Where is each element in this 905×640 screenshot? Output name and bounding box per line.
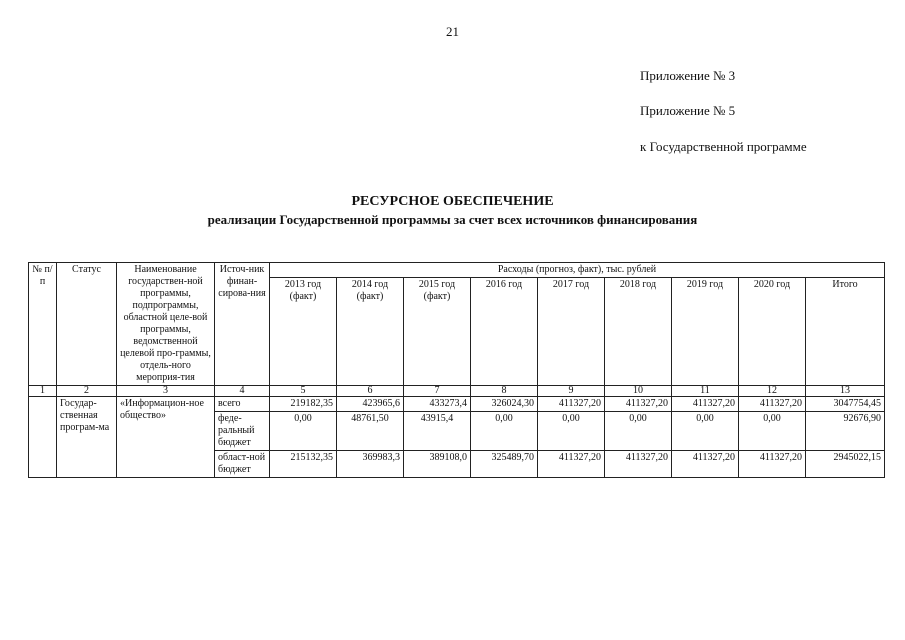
value-cell: 411327,20 bbox=[538, 397, 605, 412]
value-cell: 325489,70 bbox=[471, 451, 538, 478]
row-status: Государ-ственная програм-ма bbox=[57, 397, 117, 478]
page-number: 21 bbox=[446, 24, 459, 39]
row-source-label: всего bbox=[215, 397, 270, 412]
column-number: 8 bbox=[471, 386, 538, 397]
header-num: № п/п bbox=[29, 263, 57, 386]
column-number: 4 bbox=[215, 386, 270, 397]
column-number: 1 bbox=[29, 386, 57, 397]
value-cell: 0,00 bbox=[739, 412, 806, 451]
header-year: 2019 год bbox=[672, 278, 739, 386]
row-num bbox=[29, 397, 57, 478]
header-year: 2017 год bbox=[538, 278, 605, 386]
document-title: РЕСУРСНОЕ ОБЕСПЕЧЕНИЕ bbox=[351, 194, 554, 209]
column-number: 12 bbox=[739, 386, 806, 397]
document-subtitle: реализации Государственной программы за счет всех источников финансирования bbox=[207, 212, 698, 227]
column-number: 6 bbox=[337, 386, 404, 397]
column-number: 11 bbox=[672, 386, 739, 397]
value-cell: 369983,3 bbox=[337, 451, 404, 478]
header-year: 2015 год (факт) bbox=[404, 278, 471, 386]
header-year: 2018 год bbox=[605, 278, 672, 386]
header-expenses: Расходы (прогноз, факт), тыс. рублей bbox=[270, 263, 885, 278]
value-cell: 43915,4 bbox=[404, 412, 471, 451]
row-source-label: феде-ральный бюджет bbox=[215, 412, 270, 451]
value-cell: 0,00 bbox=[471, 412, 538, 451]
header-year: 2016 год bbox=[471, 278, 538, 386]
header-total: Итого bbox=[806, 278, 885, 386]
appendix-line-2: Приложение № 5 bbox=[640, 103, 736, 118]
value-cell: 3047754,45 bbox=[806, 397, 885, 412]
column-number: 2 bbox=[57, 386, 117, 397]
row-source-label: област-ной бюджет bbox=[215, 451, 270, 478]
header-year: 2020 год bbox=[739, 278, 806, 386]
row-name: «Информацион-ное общество» bbox=[117, 397, 215, 478]
header-source: Источ-ник финан-сирова-ния bbox=[215, 263, 270, 386]
value-cell: 0,00 bbox=[672, 412, 739, 451]
value-cell: 411327,20 bbox=[739, 451, 806, 478]
value-cell: 0,00 bbox=[605, 412, 672, 451]
value-cell: 433273,4 bbox=[404, 397, 471, 412]
header-status: Статус bbox=[57, 263, 117, 386]
header-year: 2014 год (факт) bbox=[337, 278, 404, 386]
header-year: 2013 год (факт) bbox=[270, 278, 337, 386]
header-name: Наименование государствен-ной программы, подпрограммы, областной целе-вой программы, ведомственной целевой про-граммы, отдель-ного мероприя-тия bbox=[117, 263, 215, 386]
value-cell: 411327,20 bbox=[739, 397, 806, 412]
value-cell: 92676,90 bbox=[806, 412, 885, 451]
value-cell: 423965,6 bbox=[337, 397, 404, 412]
value-cell: 215132,35 bbox=[270, 451, 337, 478]
value-cell: 389108,0 bbox=[404, 451, 471, 478]
column-number: 3 bbox=[117, 386, 215, 397]
value-cell: 411327,20 bbox=[605, 451, 672, 478]
column-number: 10 bbox=[605, 386, 672, 397]
value-cell: 0,00 bbox=[270, 412, 337, 451]
column-number: 9 bbox=[538, 386, 605, 397]
value-cell: 411327,20 bbox=[538, 451, 605, 478]
value-cell: 411327,20 bbox=[672, 451, 739, 478]
column-numbers-row bbox=[29, 386, 885, 397]
resource-table bbox=[28, 262, 885, 478]
appendix-line-3: к Государственной программе bbox=[640, 139, 807, 154]
column-number: 5 bbox=[270, 386, 337, 397]
appendix-line-1: Приложение № 3 bbox=[640, 68, 736, 83]
value-cell: 0,00 bbox=[538, 412, 605, 451]
column-number: 7 bbox=[404, 386, 471, 397]
value-cell: 411327,20 bbox=[672, 397, 739, 412]
value-cell: 219182,35 bbox=[270, 397, 337, 412]
value-cell: 326024,30 bbox=[471, 397, 538, 412]
value-cell: 48761,50 bbox=[337, 412, 404, 451]
column-number: 13 bbox=[806, 386, 885, 397]
value-cell: 2945022,15 bbox=[806, 451, 885, 478]
table-row bbox=[29, 397, 885, 412]
value-cell: 411327,20 bbox=[605, 397, 672, 412]
header-row bbox=[29, 263, 885, 278]
